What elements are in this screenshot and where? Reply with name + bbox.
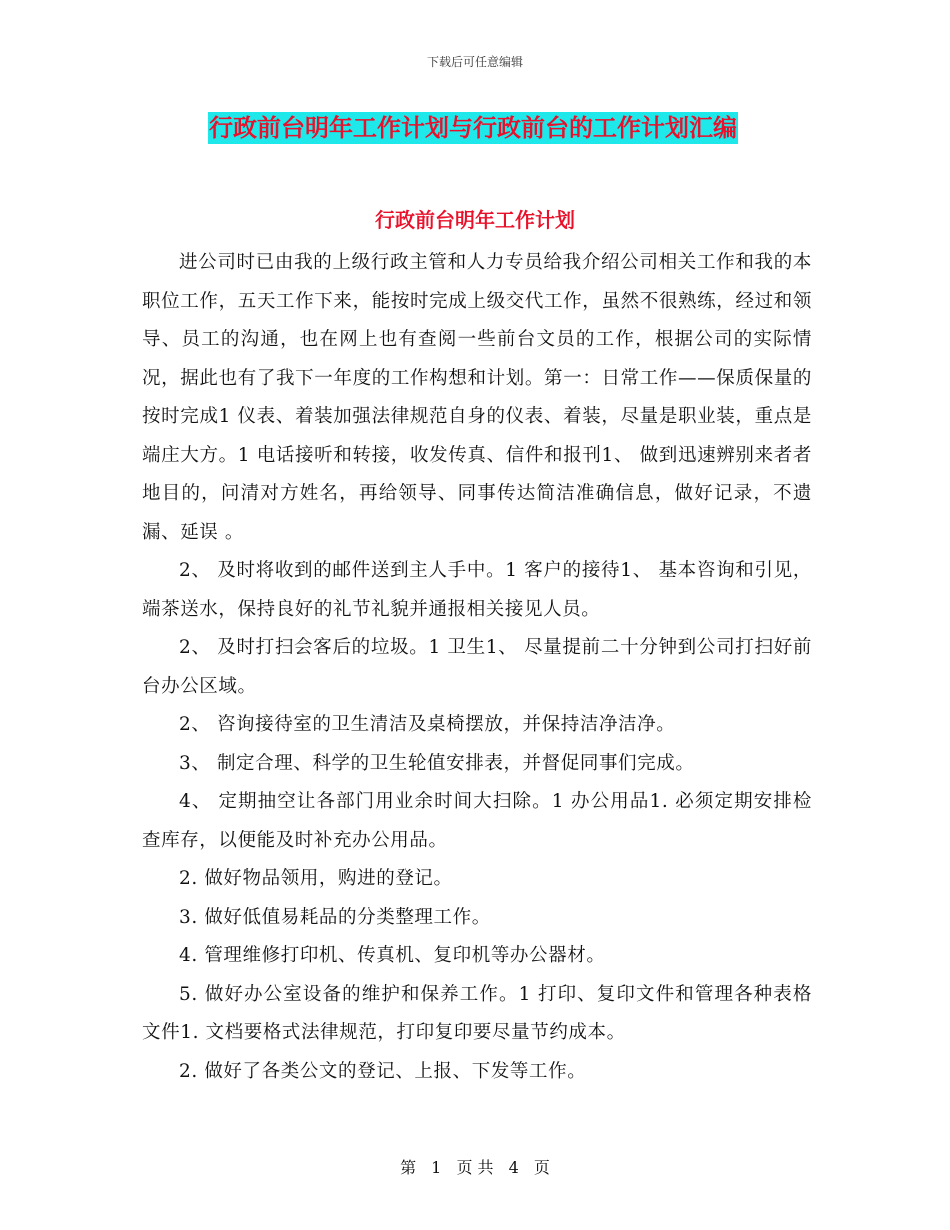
body-paragraph: 进公司时已由我的上级行政主管和人力专员给我介绍公司相关工作和我的本职位工作，五天工作下来，能按时完成上级交代工作，虽然不很熟练，经过和领导、员工的沟通，也在网上也有查阅一些前台文员的工作，根据公司的实际情况，据此也有了我下一年度的工作构想和计划。第一：日常工作——保质保量的按时完成1 仪表、着装加强法律规范自身的仪表、着装，尽量是职业装，重点是端庄大方。1 电话接听和转接，收发传真、信件和报刊1、 做到迅速辨别来者者地目的，问清对方姓名，再给领导、同事传达简洁准确信息，做好记录，不遗漏、延误 。 — [142, 252, 812, 543]
body-paragraph: 2. 做好物品领用，购进的登记。 — [179, 868, 453, 889]
document-body — [142, 244, 812, 1091]
body-paragraph: 2、 及时打扫会客后的垃圾。1 卫生1、 尽量提前二十分钟到公司打扫好前台办公区域。 — [142, 637, 812, 697]
body-paragraph: 5. 做好办公室设备的维护和保养工作。1 打印、复印文件和管理各种表格文件1. 文档要格式法律规范，打印复印要尽量节约成本。 — [142, 983, 812, 1043]
body-paragraph: 4. 管理维修打印机、传真机、复印机等办公器材。 — [179, 945, 606, 966]
footer-page-prefix: 第 — [400, 1158, 417, 1177]
body-paragraph: 3、 制定合理、科学的卫生轮值安排表，并督促同事们完成。 — [179, 752, 695, 774]
body-paragraph: 4、 定期抽空让各部门用业余时间大扫除。1 办公用品1. 必须定期安排检查库存，以便能及时补充办公用品。 — [142, 791, 812, 851]
body-paragraph: 2. 做好了各类公文的登记、上报、下发等工作。 — [179, 1060, 587, 1082]
section-title: 行政前台明年工作计划 — [375, 208, 575, 232]
footer-page-mid: 页 共 — [456, 1158, 494, 1177]
document-title: 行政前台明年工作计划与行政前台的工作计划汇编 — [209, 114, 737, 142]
footer-page-suffix: 页 — [533, 1158, 550, 1177]
footer-page-number: 1 — [431, 1158, 442, 1177]
body-paragraph: 2、 咨询接待室的卫生清洁及桌椅摆放，并保持洁净洁净。 — [179, 714, 676, 735]
body-paragraph: 2、 及时将收到的邮件送到主人手中。1 客户的接待1、 基本咨询和引见，端茶送水，保持良好的礼节礼貌并通报相关接见人员。 — [142, 560, 812, 620]
footer-page-total: 4 — [508, 1158, 519, 1177]
page-footer — [0, 1155, 950, 1178]
page-header-note: 下载后可任意编辑 — [426, 55, 523, 69]
body-paragraph: 3. 做好低值易耗品的分类整理工作。 — [179, 906, 491, 928]
